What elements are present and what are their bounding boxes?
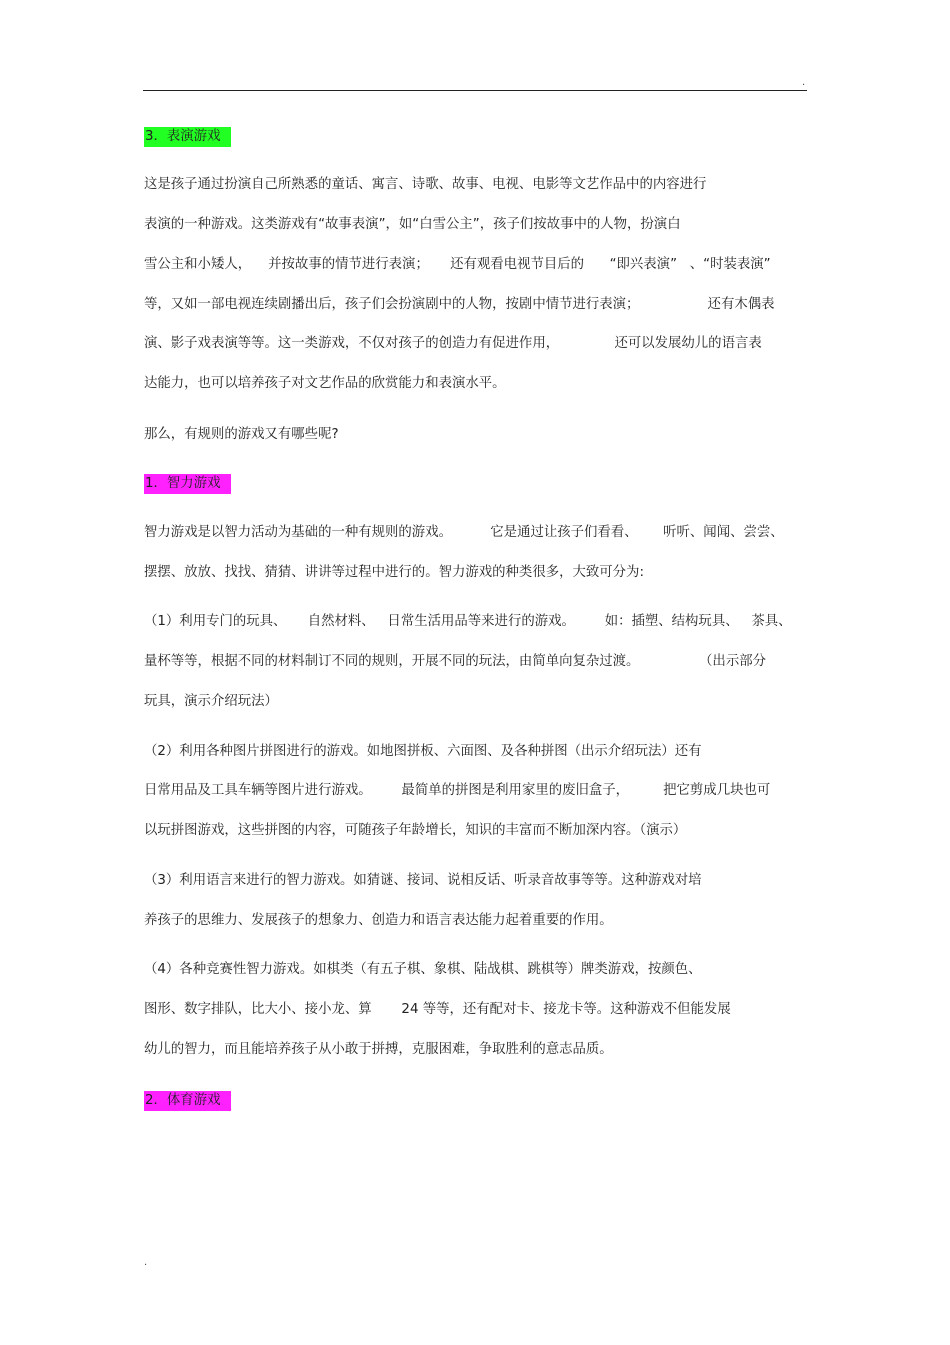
- paragraph-line: 摆摆、放放、找找、猜猜、讲讲等过程中进行的。智力游戏的种类很多，大致可分为:: [144, 565, 644, 580]
- section-heading-intelligence-games: 1．智力游戏: [144, 474, 231, 494]
- question-line: 那么，有规则的游戏又有哪些呢?: [144, 427, 339, 442]
- list-item-line: （1）利用专门的玩具、 自然材料、 日常生活用品等来进行的游戏。 如：插塑、结构玩具、 茶具、: [144, 614, 792, 629]
- paragraph-line: 演、影子戏表演等等。这一类游戏，不仅对孩子的创造力有促进作用， 还可以发展幼儿的语言表: [144, 336, 762, 351]
- paragraph-line: 达能力，也可以培养孩子对文艺作品的欣赏能力和表演水平。: [144, 376, 506, 391]
- header-rule: [143, 90, 807, 91]
- paragraph-line: 雪公主和小矮人， 并按故事的情节进行表演； 还有观看电视节目后的 “即兴表演” 、“时装表演”: [144, 257, 771, 272]
- list-item-line: 日常用品及工具车辆等图片进行游戏。 最简单的拼图是利用家里的废旧盒子， 把它剪成几块也可: [144, 783, 771, 798]
- list-item-line: （4）各种竞赛性智力游戏。如棋类（有五子棋、象棋、陆战棋、跳棋等）牌类游戏，按颜色、: [144, 962, 702, 977]
- list-item-line: （3）利用语言来进行的智力游戏。如猜谜、接词、说相反话、听录音故事等等。这种游戏对培: [144, 873, 702, 888]
- paragraph-line: 表演的一种游戏。这类游戏有“故事表演”，如“白雪公主”，孩子们按故事中的人物，扮演白: [144, 217, 681, 232]
- list-item-line: 幼儿的智力，而且能培养孩子从小敢于拼搏，克服困难，争取胜利的意志品质。: [144, 1042, 613, 1057]
- header-corner-mark: .: [802, 77, 806, 88]
- list-item-line: 图形、数字排队，比大小、接小龙、算 24 等等，还有配对卡、接龙卡等。这种游戏不但能发展: [144, 1002, 731, 1017]
- list-item-line: 以玩拼图游戏，这些拼图的内容，可随孩子年龄增长，知识的丰富而不断加深内容。（演示）: [144, 823, 687, 838]
- paragraph-line: 这是孩子通过扮演自己所熟悉的童话、寓言、诗歌、故事、电视、电影等文艺作品中的内容进行: [144, 177, 707, 192]
- list-item-line: 量杯等等，根据不同的材料制订不同的规则，开展不同的玩法，由简单向复杂过渡。 （出示部分: [144, 654, 766, 669]
- paragraph-line: 智力游戏是以智力活动为基础的一种有规则的游戏。 它是通过让孩子们看看、 听听、闻闻、尝尝、: [144, 525, 784, 540]
- section-heading-performance-games: 3．表演游戏: [144, 127, 231, 147]
- list-item-line: （2）利用各种图片拼图进行的游戏。如地图拼板、六面图、及各种拼图（出示介绍玩法）还有: [144, 744, 702, 759]
- paragraph-line: 等，又如一部电视连续剧播出后，孩子们会扮演剧中的人物，按剧中情节进行表演； 还有木偶表: [144, 297, 775, 312]
- list-item-line: 养孩子的思维力、发展孩子的想象力、创造力和语言表达能力起着重要的作用。: [144, 913, 613, 928]
- section-heading-sports-games: 2．体育游戏: [144, 1091, 231, 1111]
- footer-corner-mark: .: [144, 1257, 148, 1268]
- list-item-line: 玩具，演示介绍玩法）: [144, 694, 278, 709]
